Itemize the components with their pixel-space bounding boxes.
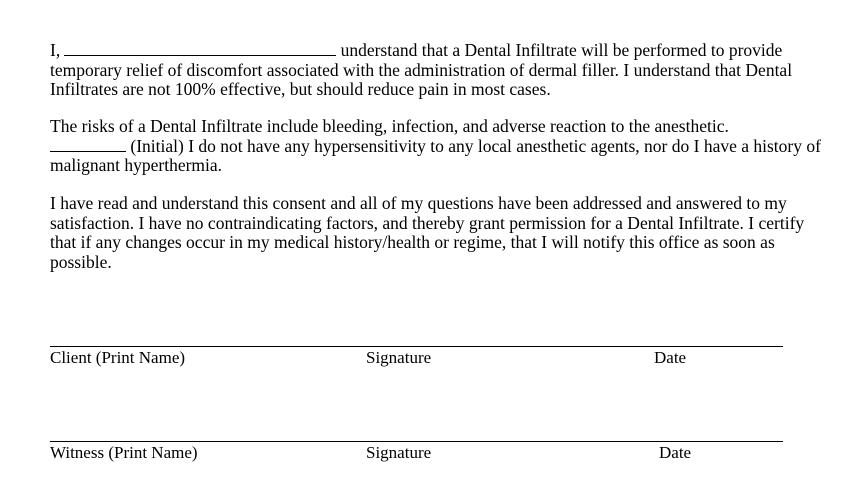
risks-line-2-text: (Initial) I do not have any hypersensitivity to any local anesthetic agents, nor do I have a history of: [126, 135, 821, 156]
risks-line-1: The risks of a Dental Infiltrate include bleeding, infection, and adverse reaction to the anesthetic.: [50, 116, 729, 136]
risks-line-2: [50, 137, 821, 157]
witness-name-label: Witness (Print Name): [50, 443, 198, 462]
ack-line-1: I have read and understand this consent and all of my questions have been addressed and answered to my: [50, 193, 787, 213]
client-signature-label: Signature: [366, 348, 432, 367]
intro-prefix: I,: [50, 40, 61, 60]
ack-line-4: possible.: [50, 251, 112, 272]
witness-signature-line[interactable]: [50, 441, 783, 442]
witness-date-label: Date: [659, 443, 692, 462]
client-name-label: Client (Print Name): [50, 348, 186, 367]
intro-line-1-text: understand that a Dental Infiltrate will be performed to provide: [336, 40, 783, 60]
intro-line-3: Infiltrates are not 100% effective, but should reduce pain in most cases.: [50, 79, 551, 99]
intro-line-1: [50, 41, 792, 61]
intro-line-2: temporary relief of discomfort associated with the administration of dermal filler. I understand that Dental: [50, 59, 793, 80]
acknowledgement-paragraph: [50, 194, 804, 272]
client-date-label: Date: [654, 348, 687, 367]
witness-signature-label: Signature: [366, 443, 432, 462]
ack-line-3: that if any changes occur in my medical history/health or regime, that I will notify this office as soon as: [50, 232, 775, 252]
client-signature-line[interactable]: [50, 346, 783, 347]
risks-paragraph: [50, 117, 821, 176]
ack-line-2: satisfaction. I have no contraindicating factors, and thereby grant permission for a Dental Infiltrate. I certify: [50, 212, 805, 233]
intro-paragraph: [50, 41, 792, 100]
initial-blank[interactable]: [50, 137, 126, 152]
risks-line-3: malignant hyperthermia.: [50, 155, 223, 175]
patient-name-blank[interactable]: [64, 41, 336, 56]
